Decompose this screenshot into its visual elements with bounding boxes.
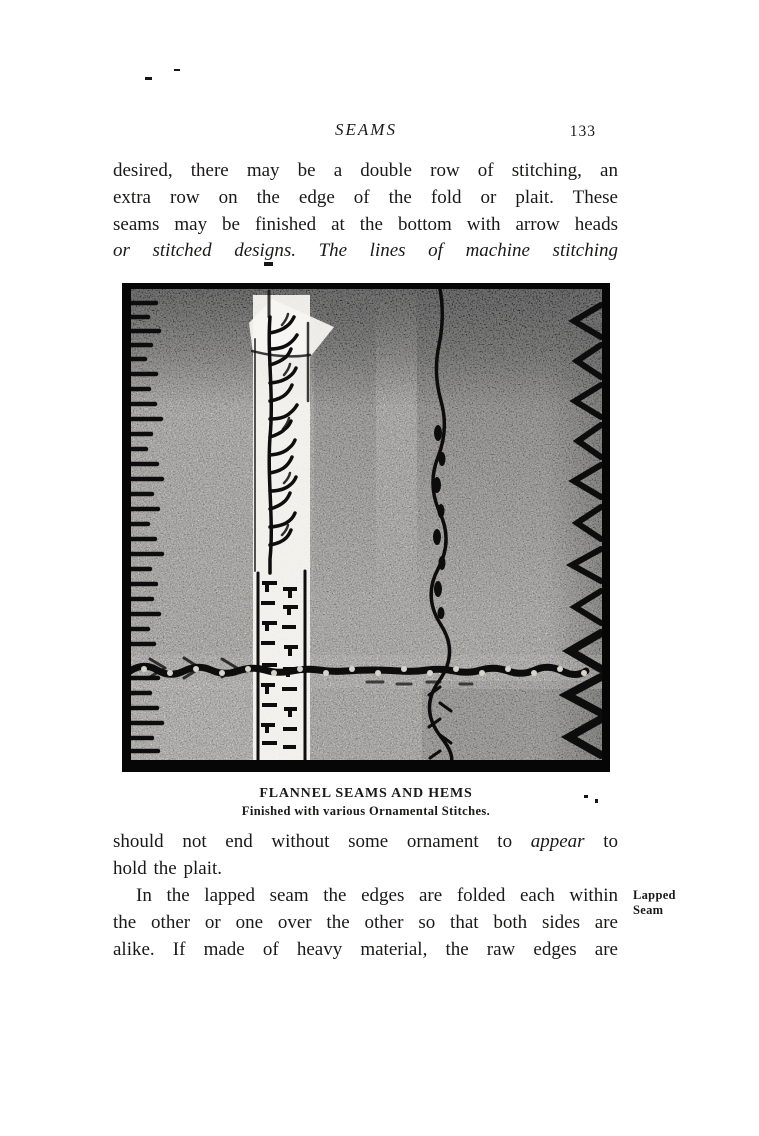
scan-speck bbox=[174, 69, 180, 71]
text-line: desired, there may be a double row of stitching, an bbox=[113, 160, 618, 181]
figure-caption-subtitle: Finished with various Ornamental Stitches. bbox=[241, 804, 491, 818]
text-line: the other or one over the other so that both sides are bbox=[113, 911, 618, 933]
text-line: seams may be finished at the bottom with arrow heads bbox=[113, 213, 618, 235]
page-number: 133 bbox=[569, 123, 596, 140]
figure-caption-title: FLANNEL SEAMS AND HEMS bbox=[259, 786, 473, 801]
emphasized-word: appear bbox=[530, 831, 585, 852]
figure-frame bbox=[122, 283, 610, 772]
text-line bbox=[113, 829, 618, 856]
text-segment: should not end without some ornament to bbox=[113, 831, 531, 852]
body-paragraph-3 bbox=[113, 883, 618, 963]
figure-caption bbox=[122, 786, 610, 819]
text-line: extra row on the edge of the fold or plait. These bbox=[113, 186, 618, 208]
margin-note-line: Lapped bbox=[633, 888, 676, 902]
text-line: hold the plait. bbox=[113, 857, 223, 879]
margin-note-lapped-seam bbox=[633, 888, 703, 918]
text-line: alike. If made of heavy material, the raw edges are bbox=[113, 938, 618, 960]
body-paragraph-1 bbox=[113, 158, 618, 265]
figure-illustration bbox=[122, 283, 610, 772]
margin-note-line: Seam bbox=[633, 903, 664, 917]
text-segment: to bbox=[584, 831, 619, 852]
scan-speck bbox=[145, 77, 152, 80]
text-line: or stitched designs. The lines of machine stitching bbox=[113, 240, 618, 262]
text-line: In the lapped seam the edges are folded each within bbox=[136, 885, 618, 906]
body-paragraph-2 bbox=[113, 829, 618, 883]
page-header-title: SEAMS bbox=[335, 120, 397, 139]
